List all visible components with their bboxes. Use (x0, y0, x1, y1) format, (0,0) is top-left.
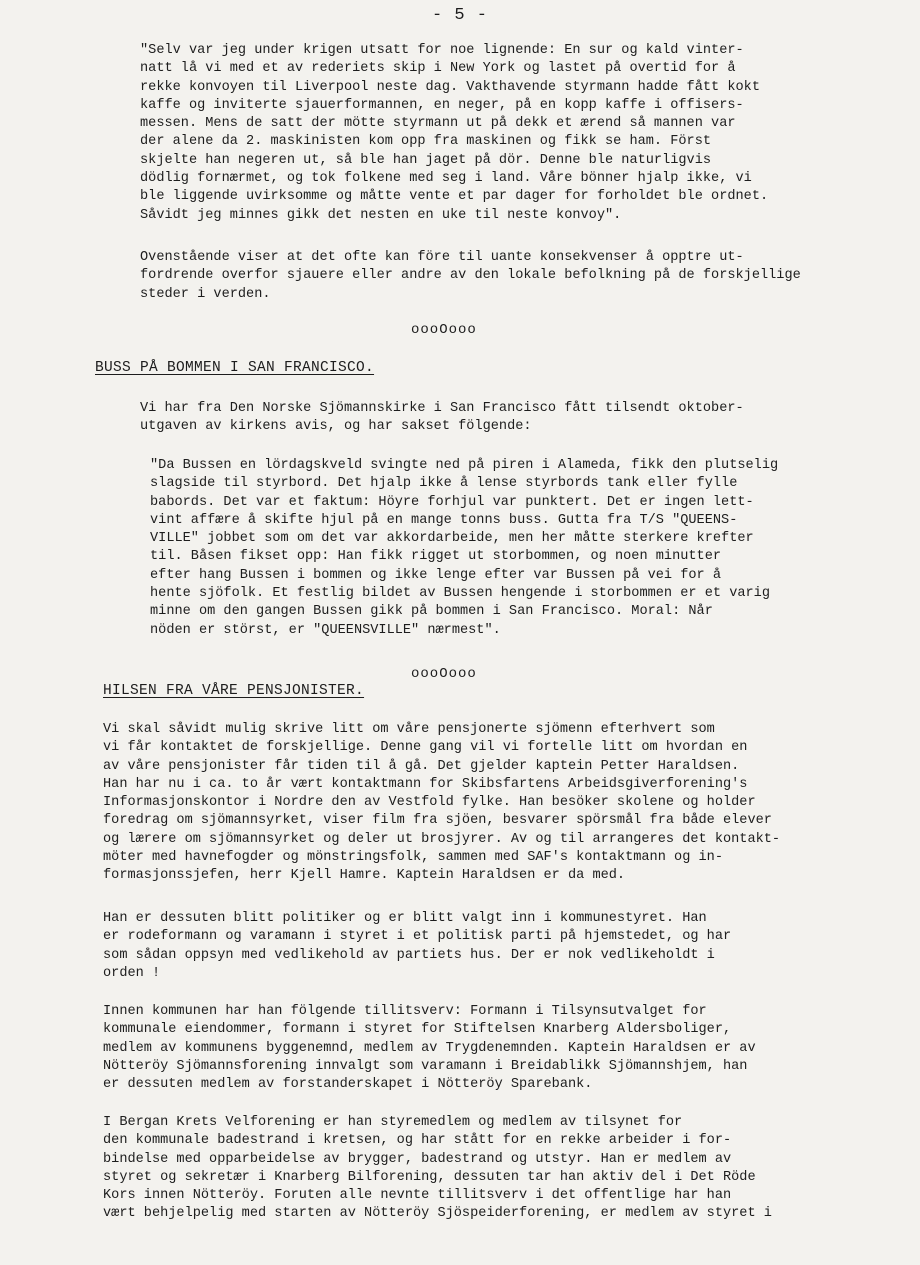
paragraph-pensioners-2 (103, 910, 731, 983)
text-line: foredrag om sjömannsyrket, viser film fra sjöen, besvarer spörsmål fra både elever (103, 813, 772, 829)
text-line: Nötteröy Sjömannsforening innvalgt som varamann i Breidablikk Sjömannshjem, han (103, 1058, 748, 1074)
text-line: natt lå vi med et av rederiets skip i New York og lastet på overtid for å (140, 61, 736, 77)
text-line: til. Båsen fikset opp: Han fikk rigget ut storbommen, og noen minutter (150, 549, 722, 565)
quote-bus-story (150, 457, 778, 640)
text-line: Han er dessuten blitt politiker og er blitt valgt inn i kommunestyret. Han (103, 911, 707, 926)
text-line: der alene da 2. maskinisten kom opp fra maskinen og fikk se ham. Först (140, 134, 712, 150)
text-line: fordrende overfor sjauere eller andre av den lokale befolkning på de forskjellige (140, 268, 801, 284)
text-line: kaffe og inviterte sjauerformannen, en neger, på en kopp kaffe i offisers- (140, 97, 744, 113)
text-line: babords. Det var et faktum: Höyre forhjul var punktert. Det er ingen lett- (150, 494, 754, 510)
text-line: Innen kommunen har han fölgende tillitsverv: Formann i Tilsynsutvalget for (103, 1004, 707, 1019)
paragraph-pensioners-3 (103, 1003, 756, 1094)
text-line: skjelte han negeren ut, så ble han jaget på dör. Denne ble naturligvis (140, 152, 712, 168)
text-line: vært behjelpelig med starten av Nötteröy Sjöspeiderforening, er medlem av styret i (103, 1206, 772, 1222)
section-heading-pensioners: HILSEN FRA VÅRE PENSJONISTER. (103, 683, 365, 699)
text-line: Vi har fra Den Norske Sjömannskirke i San Francisco fått tilsendt oktober- (140, 401, 744, 416)
text-line: Vi skal såvidt mulig skrive litt om våre pensjonerte sjömenn efterhvert som (103, 722, 715, 737)
section-divider: oooOooo (411, 666, 477, 682)
text-line: minne om den gangen Bussen gikk på bommen i San Francisco. Moral: Når (150, 604, 713, 620)
text-line: formasjonssjefen, herr Kjell Hamre. Kaptein Haraldsen er da med. (103, 868, 626, 884)
text-line: VILLE" jobbet som om det var akkordarbeide, men her måtte sterkere krefter (150, 531, 754, 547)
text-line: den kommunale badestrand i kretsen, og har stått for en rekke arbeider i for- (103, 1133, 732, 1149)
text-line: vint affære å skifte hjul på en mange tonns buss. Gutta fra T/S "QUEENS- (150, 512, 738, 528)
text-line: I Bergan Krets Velforening er han styremedlem og medlem av tilsynet for (103, 1115, 683, 1130)
text-line: möter med havnefogder og mönstringsfolk, sammen med SAF's kontaktmann og in- (103, 850, 723, 866)
text-line: kommunale eiendommer, formann i styret for Stiftelsen Knarberg Aldersboliger, (103, 1022, 732, 1038)
text-line: "Da Bussen en lördagskveld svingte ned på piren i Alameda, fikk den plutselig (150, 458, 779, 473)
text-line: slagside til styrbord. Det hjalp ikke å lense styrbords tank eller fylle (150, 476, 738, 492)
text-line: av våre pensjonister får tiden til å gå. Det gjelder kaptein Petter Haraldsen. (103, 758, 740, 774)
text-line: bindelse med opparbeidelse av brygger, badestrand og utstyr. Han er medlem av (103, 1151, 732, 1167)
text-line: "Selv var jeg under krigen utsatt for noe lignende: En sur og kald vinter- (140, 43, 744, 58)
text-line: Informasjonskontor i Nordre den av Vestfold fylke. Han besöker skolene og holder (103, 795, 756, 811)
text-line: steder i verden. (140, 286, 271, 302)
text-line: rekke konvoyen til Liverpool neste dag. Vakthavende styrmann hadde fått kokt (140, 79, 760, 95)
text-line: nöden er störst, er "QUEENSVILLE" nærmest". (150, 622, 501, 638)
text-line: dödlig fornærmet, og tok folkene med seg i land. Våre bönner hjalp ikke, vi (140, 171, 752, 187)
text-line: medlem av kommunens byggenemnd, medlem av Trygdenemnden. Kaptein Haraldsen er av (103, 1040, 756, 1056)
text-line: ble liggende uvirksomme og måtte vente et par dager for forholdet ble ordnet. (140, 189, 769, 205)
text-line: Han har nu i ca. to år vært kontaktmann for Skibsfartens Arbeidsgiverforening's (103, 776, 748, 792)
text-line: er dessuten medlem av forstanderskapet i Nötteröy Sparebank. (103, 1077, 593, 1093)
text-line: Såvidt jeg minnes gikk det nesten en uke til neste konvoy". (140, 207, 622, 223)
paragraph-pensioners-1 (103, 721, 780, 886)
text-line: vi får kontaktet de forskjellige. Denne gang vil vi fortelle litt om hvordan en (103, 740, 748, 756)
text-line: Kors innen Nötteröy. Foruten alle nevnte tillitsverv i det offentlige har han (103, 1188, 732, 1204)
text-line: og lærere om sjömannsyrket og deler ut brosjyrer. Av og til arrangeres det kontakt- (103, 831, 781, 847)
text-line: efter hang Bussen i bommen og ikke lenge efter var Bussen på vei for å (150, 567, 722, 583)
section-divider: oooOooo (411, 322, 477, 338)
text-line: orden ! (103, 965, 161, 981)
paragraph-conclusion (140, 249, 801, 304)
text-line: er rodeformann og varamann i styret i et politisk parti på hjemstedet, og har (103, 929, 732, 945)
text-line: som sådan oppsyn med vedlikehold av partiets hus. Der er nok vedlikeholdt i (103, 947, 715, 963)
quote-wartime-story (140, 42, 768, 225)
section-heading-bus: BUSS PÅ BOMMEN I SAN FRANCISCO. (95, 360, 375, 376)
text-line: Ovenstående viser at det ofte kan före til uante konsekvenser å opptre ut- (140, 250, 744, 265)
paragraph-bus-intro (140, 400, 744, 437)
text-line: styret og sekretær i Knarberg Bilforening, dessuten tar han aktiv del i Det Röde (103, 1169, 756, 1185)
page-number: - 5 - (431, 6, 488, 25)
text-line: utgaven av kirkens avis, og har sakset fölgende: (140, 419, 532, 435)
paragraph-pensioners-4 (103, 1114, 772, 1224)
text-line: hente sjöfolk. Et festlig bildet av Bussen hengende i storbommen er et varig (150, 586, 770, 602)
text-line: messen. Mens de satt der mötte styrmann ut på dekk et ærend så mannen var (140, 116, 736, 132)
